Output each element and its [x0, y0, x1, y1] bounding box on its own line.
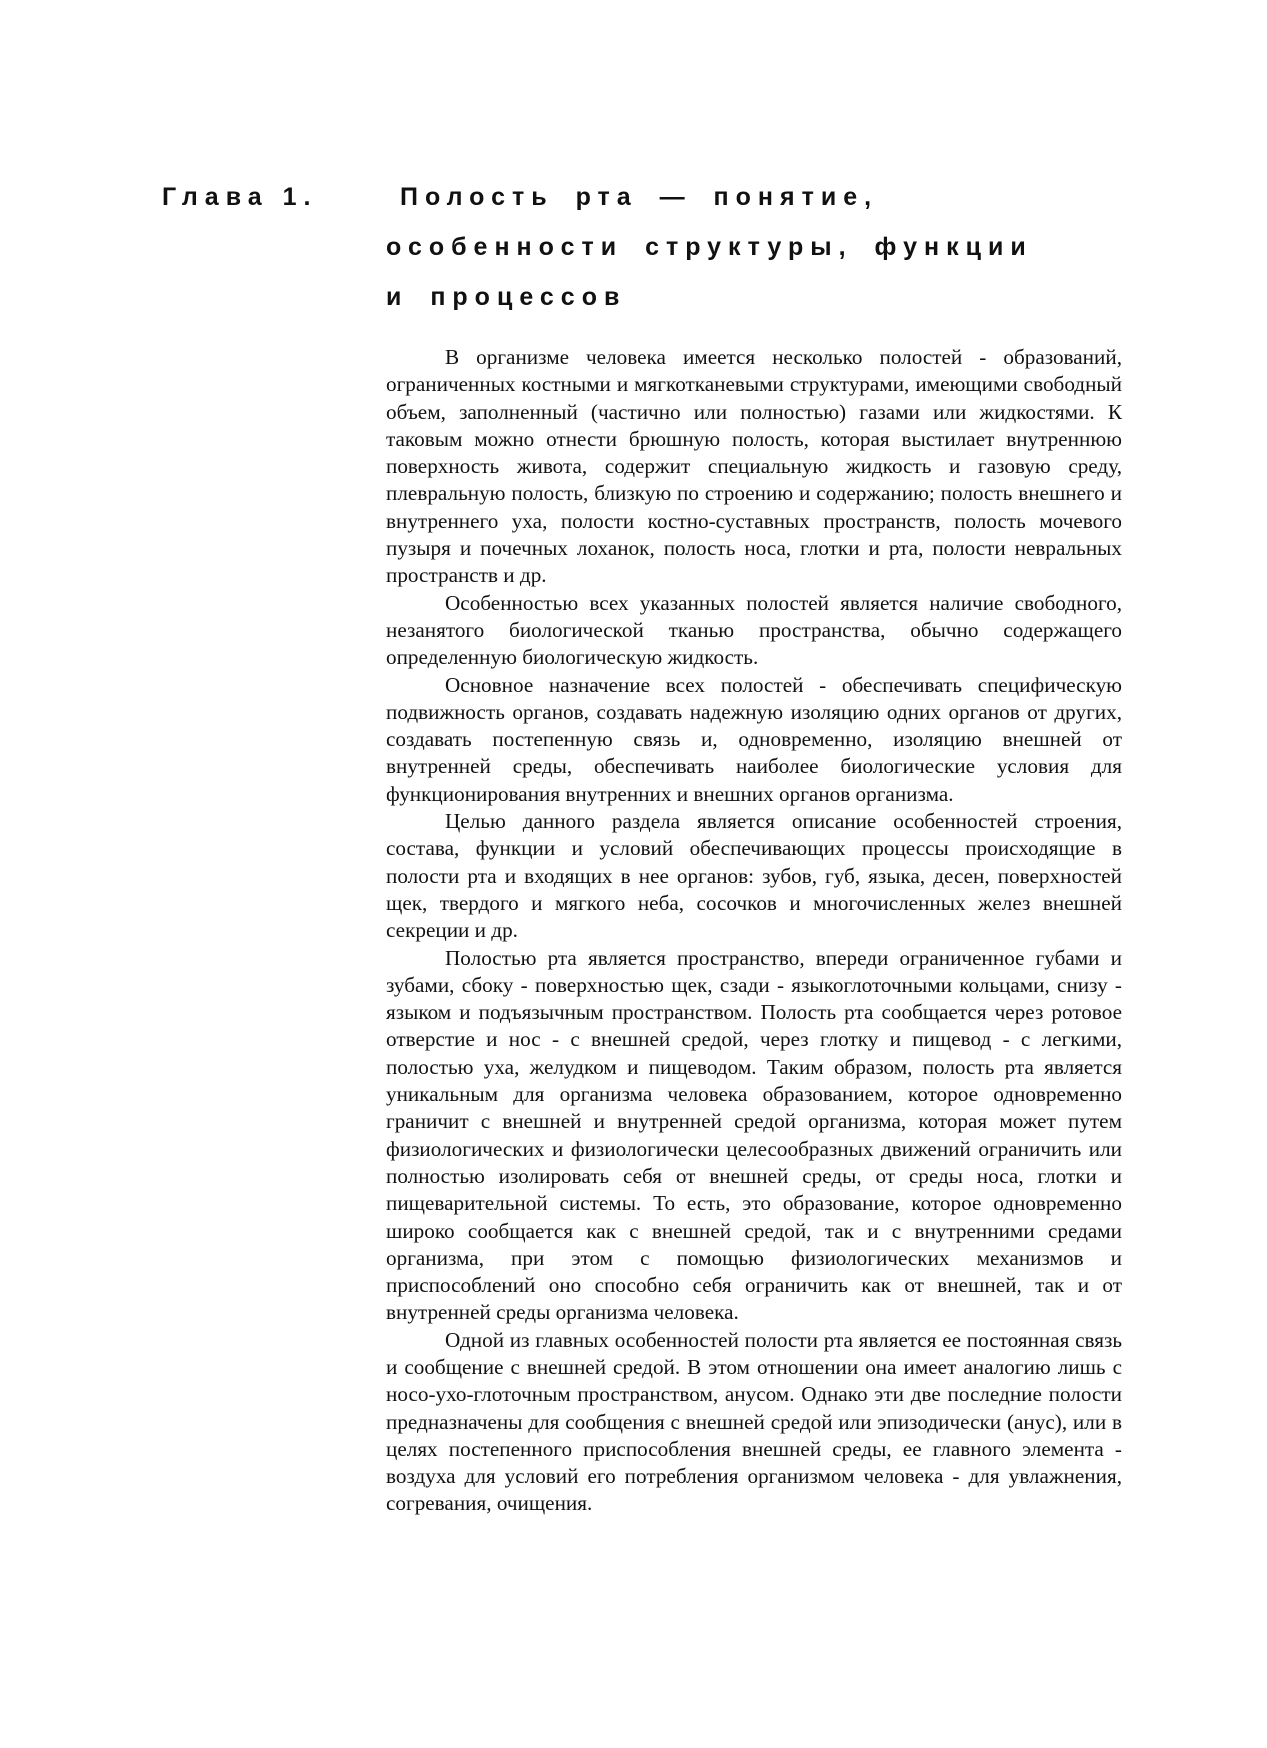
chapter-label: Глава 1. [162, 183, 318, 211]
body-text [386, 344, 1122, 1518]
chapter-title-line-1: Полость рта — понятие, [400, 183, 879, 211]
chapter-title-line-2: особенности структуры, функции [386, 233, 1033, 261]
paragraph-6: Одной из главных особенностей полости рта является ее постоянная связь и сообщение с внешней средой. В этом отношении она имеет аналогию лишь с носо-ухо-глоточным пространством, анусом. Однако эти две последние полости предназначены для сообщения с внешней средой или эпизодически (анус), или в целях постепенного приспособления внешней среды, ее главного элемента - воздуха для условий его потребления организмом человека - для увлажнения, согревания, очищения. [386, 1327, 1122, 1516]
paragraph-1: В организме человека имеется несколько полостей - образований, ограниченных костными и мягкотканевыми структурами, имеющими свободный объем, заполненный (частично или полностью) газами или жидкостями. К таковым можно отнести брюшную полость, которая выстилает внутреннюю поверхность живота, содержит специальную жидкость и газовую среду, плевральную полость, близкую по строению и содержанию; полость внешнего и внутреннего уха, полости костно-суставных пространств, полость мочевого пузыря и почечных лоханок, полость носа, глотки и рта, полости невральных пространств и др. [386, 345, 1122, 588]
chapter-title [386, 172, 1106, 322]
chapter-title-line-3: и процессов [386, 283, 627, 311]
paragraph-4: Целью данного раздела является описание особенностей строения, состава, функции и условий обеспечивающих процессы происходящие в полости рта и входящих в нее органов: зубов, губ, языка, десен, поверхностей щек, твердого и мягкого неба, сосочков и многочисленных желез внешней секреции и др. [386, 809, 1122, 943]
paragraph-2: Особенностью всех указанных полостей является наличие свободного, незанятого биологической тканью пространства, обычно содержащего определенную биологическую жидкость. [386, 590, 1122, 670]
paragraph-5: Полостью рта является пространство, впереди ограниченное губами и зубами, сбоку - поверхностью щек, сзади - языкоглоточными кольцами, снизу - языком и подъязычным пространством. Полость рта сообщается через ротовое отверстие и нос - с внешней средой, через глотку и пищевод - с легкими, полостью уха, желудком и пищеводом. Таким образом, полость рта является уникальным для организма человека образованием, которое одновременно граничит с внешней и внутренней средой организма, которая может путем физиологических и физиологически целесообразных движений ограничить или полностью изолировать себя от внешней среды, от среды носа, глотки и пищеварительной системы. То есть, это образование, которое одновременно широко сообщается как с внешней средой, так и с внутренними средами организма, при этом с помощью физиологических механизмов и приспособлений оно способно себя ограничить как от внешней, так и от внутренней среды организма человека. [386, 945, 1122, 1325]
paragraph-3: Основное назначение всех полостей - обеспечивать специфическую подвижность органов, создавать надежную изоляцию одних органов от других, создавать постепенную связь и, одновременно, изоляцию внешней от внутренней среды, обеспечивать наиболее биологические условия для функционирования внутренних и внешних органов организма. [386, 672, 1122, 806]
